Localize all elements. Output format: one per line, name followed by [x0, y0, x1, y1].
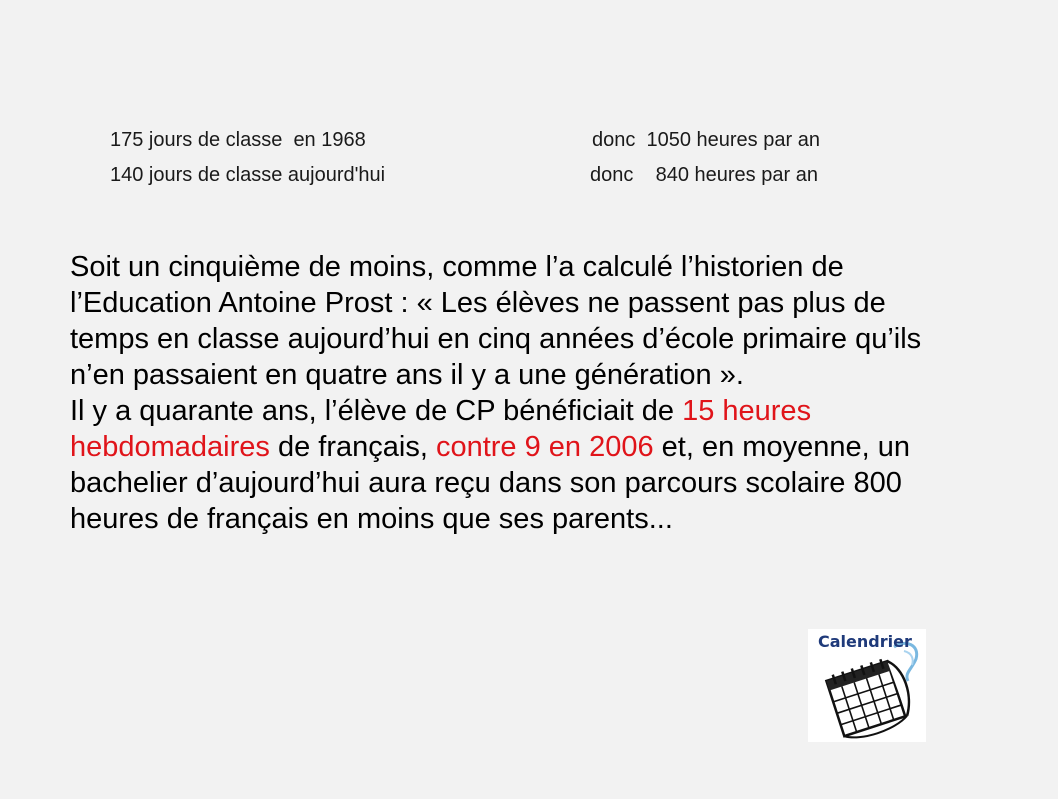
stat-today-hours: donc 840 heures par an — [590, 164, 818, 186]
paragraph-french-hours — [70, 393, 970, 537]
main-text — [70, 249, 970, 537]
highlight-2006-hours: contre 9 en 2006 — [435, 431, 654, 463]
paragraph-part: et, en moyenne, un bachelier d’aujourd’hui aura reçu dans son parcours scolaire 800 heures de français en moins que ses parents... — [70, 431, 910, 535]
calendar-title: Calendrier — [818, 632, 912, 651]
stat-1968-hours: donc 1050 heures par an — [592, 129, 820, 151]
paragraph-prost-quote: Soit un cinquième de moins, comme l’a calculé l’historien de l’Education Antoine Prost : « Les élèves ne passent pas plus de temps en classe aujourd’hui en cinq années d’école primaire qu’ils n’en passaient en quatre ans il y a une génération ». — [70, 251, 922, 391]
calendar-badge[interactable] — [808, 629, 926, 742]
paragraph-part: de français, — [269, 431, 436, 463]
stat-today-days: 140 jours de classe aujourd'hui — [110, 164, 386, 186]
paragraph-part: Il y a quarante ans, l’élève de CP bénéficiait de — [70, 395, 683, 427]
stat-1968-days: 175 jours de classe en 1968 — [110, 129, 366, 151]
highlight-weekly-hours: 15 heures hebdomadaires — [70, 395, 812, 463]
